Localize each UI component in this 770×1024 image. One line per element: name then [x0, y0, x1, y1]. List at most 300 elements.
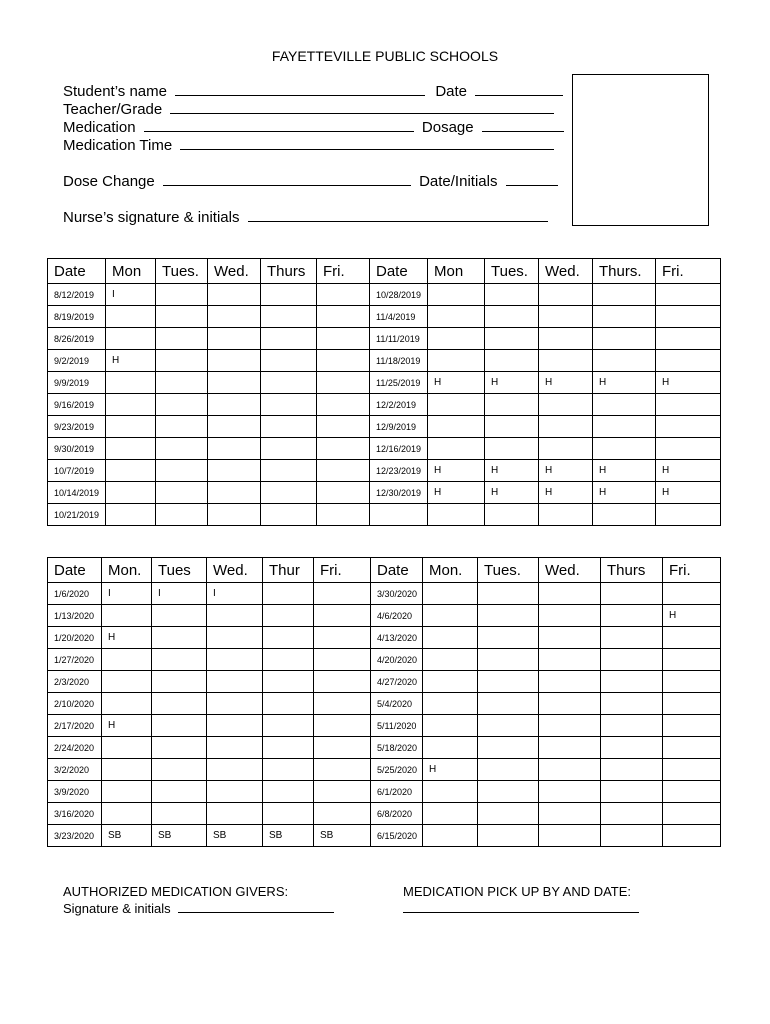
date-cell: 5/4/2020 [371, 693, 423, 715]
entry-cell[interactable] [593, 394, 656, 416]
entry-cell[interactable] [428, 328, 485, 350]
entry-cell[interactable]: H [485, 460, 539, 482]
entry-cell[interactable] [314, 649, 371, 671]
entry-cell[interactable]: H [485, 372, 539, 394]
entry-cell[interactable] [208, 350, 261, 372]
entry-cell[interactable] [208, 328, 261, 350]
entry-cell[interactable] [156, 504, 208, 526]
entry-cell[interactable] [156, 482, 208, 504]
entry-cell[interactable] [261, 416, 317, 438]
entry-cell[interactable] [601, 825, 663, 847]
entry-cell[interactable] [152, 605, 207, 627]
entry-cell[interactable] [152, 693, 207, 715]
entry-cell[interactable] [102, 803, 152, 825]
entry-cell[interactable]: SB [152, 825, 207, 847]
entry-cell[interactable] [152, 759, 207, 781]
entry-cell[interactable] [261, 460, 317, 482]
entry-cell[interactable] [539, 737, 601, 759]
entry-cell[interactable] [539, 693, 601, 715]
entry-cell[interactable] [207, 781, 263, 803]
entry-cell[interactable] [102, 759, 152, 781]
entry-cell[interactable] [539, 605, 601, 627]
entry-cell[interactable] [261, 306, 317, 328]
entry-cell[interactable] [663, 649, 721, 671]
entry-cell[interactable] [207, 715, 263, 737]
entry-cell[interactable] [207, 803, 263, 825]
entry-cell[interactable] [207, 693, 263, 715]
date-cell: 9/16/2019 [48, 394, 106, 416]
entry-cell[interactable] [663, 737, 721, 759]
entry-cell[interactable] [428, 350, 485, 372]
entry-cell[interactable] [601, 737, 663, 759]
student-name-label: Student’s name [63, 83, 167, 100]
entry-cell[interactable] [314, 627, 371, 649]
entry-cell[interactable] [207, 649, 263, 671]
entry-cell[interactable] [263, 781, 314, 803]
entry-cell[interactable] [601, 781, 663, 803]
entry-cell[interactable] [601, 649, 663, 671]
entry-cell[interactable] [152, 649, 207, 671]
entry-cell[interactable] [539, 350, 593, 372]
entry-cell[interactable] [539, 504, 593, 526]
date-cell: 10/28/2019 [370, 284, 428, 306]
date-cell: 5/25/2020 [371, 759, 423, 781]
entry-cell[interactable]: H [539, 372, 593, 394]
entry-cell[interactable] [314, 693, 371, 715]
entry-cell[interactable] [428, 504, 485, 526]
date-cell: 11/18/2019 [370, 350, 428, 372]
entry-cell[interactable] [152, 627, 207, 649]
entry-cell[interactable] [539, 627, 601, 649]
teacher-grade-field[interactable] [170, 101, 554, 114]
entry-cell[interactable] [208, 504, 261, 526]
entry-cell[interactable]: H [102, 715, 152, 737]
entry-cell[interactable]: H [656, 460, 721, 482]
entry-cell[interactable] [601, 693, 663, 715]
entry-cell[interactable] [428, 416, 485, 438]
entry-cell[interactable] [539, 715, 601, 737]
entry-cell[interactable]: H [539, 482, 593, 504]
medication-time-field[interactable] [180, 137, 554, 150]
entry-cell[interactable] [314, 583, 371, 605]
entry-cell[interactable] [263, 759, 314, 781]
entry-cell[interactable] [423, 583, 478, 605]
entry-cell[interactable] [663, 803, 721, 825]
table-row [48, 328, 721, 350]
date-cell: 12/23/2019 [370, 460, 428, 482]
column-header: Thur [263, 558, 314, 583]
entry-cell[interactable] [485, 284, 539, 306]
entry-cell[interactable] [478, 715, 539, 737]
entry-cell[interactable] [152, 781, 207, 803]
pickup-row [403, 901, 639, 916]
entry-cell[interactable] [317, 306, 370, 328]
entry-cell[interactable] [593, 284, 656, 306]
entry-cell[interactable]: H [428, 482, 485, 504]
entry-cell[interactable] [485, 416, 539, 438]
entry-cell[interactable] [314, 737, 371, 759]
date-cell: 2/17/2020 [48, 715, 102, 737]
entry-cell[interactable] [593, 438, 656, 460]
entry-cell[interactable] [263, 583, 314, 605]
column-header: Wed. [208, 259, 261, 284]
entry-cell[interactable] [261, 394, 317, 416]
entry-cell[interactable] [663, 693, 721, 715]
entry-cell[interactable] [656, 394, 721, 416]
entry-cell[interactable] [106, 372, 156, 394]
date-cell: 10/14/2019 [48, 482, 106, 504]
entry-cell[interactable] [152, 737, 207, 759]
entry-cell[interactable] [478, 781, 539, 803]
date-cell: 4/13/2020 [371, 627, 423, 649]
entry-cell[interactable] [601, 671, 663, 693]
dose-change-label: Dose Change [63, 173, 155, 190]
entry-cell[interactable]: H [593, 372, 656, 394]
entry-cell[interactable] [263, 715, 314, 737]
entry-cell[interactable] [261, 504, 317, 526]
entry-cell[interactable] [314, 759, 371, 781]
entry-cell[interactable] [102, 671, 152, 693]
entry-cell[interactable] [261, 482, 317, 504]
entry-cell[interactable] [485, 328, 539, 350]
entry-cell[interactable] [317, 394, 370, 416]
entry-cell[interactable] [156, 350, 208, 372]
student-name-field[interactable] [175, 83, 425, 96]
medication-log-table-spring [47, 557, 721, 847]
entry-cell[interactable] [423, 605, 478, 627]
column-header: Thurs [601, 558, 663, 583]
entry-cell[interactable] [423, 715, 478, 737]
entry-cell[interactable] [539, 803, 601, 825]
entry-cell[interactable] [663, 583, 721, 605]
entry-cell[interactable] [539, 671, 601, 693]
entry-cell[interactable] [106, 438, 156, 460]
entry-cell[interactable] [539, 583, 601, 605]
entry-cell[interactable] [208, 416, 261, 438]
column-header: Fri. [656, 259, 721, 284]
entry-cell[interactable] [656, 438, 721, 460]
entry-cell[interactable] [208, 306, 261, 328]
entry-cell[interactable] [102, 605, 152, 627]
entry-cell[interactable] [317, 504, 370, 526]
table-row [48, 416, 721, 438]
entry-cell[interactable] [601, 605, 663, 627]
entry-cell[interactable] [478, 759, 539, 781]
entry-cell[interactable] [423, 649, 478, 671]
entry-cell[interactable] [102, 693, 152, 715]
entry-cell[interactable] [156, 372, 208, 394]
entry-cell[interactable] [663, 627, 721, 649]
date-cell: 2/3/2020 [48, 671, 102, 693]
table-row [48, 583, 721, 605]
entry-cell[interactable] [593, 350, 656, 372]
entry-cell[interactable] [317, 284, 370, 306]
entry-cell[interactable] [423, 671, 478, 693]
date-cell: 4/6/2020 [371, 605, 423, 627]
entry-cell[interactable] [428, 394, 485, 416]
entry-cell[interactable] [263, 693, 314, 715]
column-header: Mon. [102, 558, 152, 583]
entry-cell[interactable] [317, 328, 370, 350]
entry-cell[interactable] [663, 715, 721, 737]
entry-cell[interactable] [593, 416, 656, 438]
entry-cell[interactable] [314, 671, 371, 693]
entry-cell[interactable]: SB [102, 825, 152, 847]
date-initials-field[interactable] [506, 173, 558, 186]
entry-cell[interactable] [601, 759, 663, 781]
entry-cell[interactable] [478, 693, 539, 715]
entry-cell[interactable] [478, 803, 539, 825]
entry-cell[interactable] [156, 460, 208, 482]
entry-cell[interactable] [207, 759, 263, 781]
entry-cell[interactable] [208, 438, 261, 460]
entry-cell[interactable] [656, 284, 721, 306]
entry-cell[interactable] [478, 737, 539, 759]
entry-cell[interactable]: H [485, 482, 539, 504]
medication-log-table-fall [47, 258, 721, 526]
entry-cell[interactable] [208, 372, 261, 394]
entry-cell[interactable] [314, 803, 371, 825]
entry-cell[interactable] [601, 803, 663, 825]
date-field[interactable] [475, 83, 563, 96]
date-cell: 9/23/2019 [48, 416, 106, 438]
entry-cell[interactable]: I [152, 583, 207, 605]
entry-cell[interactable] [261, 328, 317, 350]
entry-cell[interactable] [539, 328, 593, 350]
entry-cell[interactable]: SB [263, 825, 314, 847]
column-header: Mon [106, 259, 156, 284]
entry-cell[interactable] [156, 394, 208, 416]
table-row [48, 394, 721, 416]
entry-cell[interactable] [263, 627, 314, 649]
entry-cell[interactable] [261, 350, 317, 372]
entry-cell[interactable] [314, 781, 371, 803]
entry-cell[interactable]: H [593, 482, 656, 504]
entry-cell[interactable] [152, 803, 207, 825]
entry-cell[interactable] [106, 306, 156, 328]
date-cell: 5/18/2020 [371, 737, 423, 759]
entry-cell[interactable] [263, 671, 314, 693]
entry-cell[interactable] [317, 460, 370, 482]
table-row [48, 350, 721, 372]
entry-cell[interactable] [208, 460, 261, 482]
entry-cell[interactable] [423, 781, 478, 803]
entry-cell[interactable] [106, 394, 156, 416]
entry-cell[interactable] [485, 504, 539, 526]
entry-cell[interactable] [663, 759, 721, 781]
teacher-grade-label: Teacher/Grade [63, 101, 163, 118]
entry-cell[interactable] [152, 671, 207, 693]
column-header: Tues [152, 558, 207, 583]
entry-cell[interactable] [601, 627, 663, 649]
entry-cell[interactable] [106, 460, 156, 482]
nurse-signature-field[interactable] [248, 209, 548, 222]
entry-cell[interactable] [593, 504, 656, 526]
entry-cell[interactable] [208, 284, 261, 306]
entry-cell[interactable] [539, 306, 593, 328]
date-cell: 4/20/2020 [371, 649, 423, 671]
entry-cell[interactable] [263, 803, 314, 825]
entry-cell[interactable] [656, 350, 721, 372]
entry-cell[interactable] [207, 627, 263, 649]
entry-cell[interactable] [593, 328, 656, 350]
entry-cell[interactable] [106, 416, 156, 438]
entry-cell[interactable] [317, 438, 370, 460]
entry-cell[interactable] [428, 438, 485, 460]
entry-cell[interactable] [423, 737, 478, 759]
entry-cell[interactable] [263, 605, 314, 627]
entry-cell[interactable]: H [539, 460, 593, 482]
entry-cell[interactable] [156, 416, 208, 438]
entry-cell[interactable] [317, 482, 370, 504]
entry-cell[interactable] [485, 350, 539, 372]
entry-cell[interactable] [106, 482, 156, 504]
authorized-givers-label: AUTHORIZED MEDICATION GIVERS: [63, 884, 289, 899]
entry-cell[interactable]: H [106, 350, 156, 372]
column-header: Wed. [539, 558, 601, 583]
entry-cell[interactable] [207, 671, 263, 693]
entry-cell[interactable] [106, 328, 156, 350]
table-row [48, 715, 721, 737]
date-cell [370, 504, 428, 526]
entry-cell[interactable] [423, 627, 478, 649]
entry-cell[interactable] [539, 416, 593, 438]
entry-cell[interactable] [314, 605, 371, 627]
entry-cell[interactable] [485, 438, 539, 460]
entry-cell[interactable] [423, 825, 478, 847]
entry-cell[interactable] [478, 605, 539, 627]
table-row [48, 284, 721, 306]
entry-cell[interactable] [601, 715, 663, 737]
entry-cell[interactable] [485, 394, 539, 416]
entry-cell[interactable] [102, 781, 152, 803]
entry-cell[interactable] [207, 605, 263, 627]
date-cell: 1/13/2020 [48, 605, 102, 627]
entry-cell[interactable] [156, 284, 208, 306]
entry-cell[interactable]: SB [314, 825, 371, 847]
entry-cell[interactable] [485, 306, 539, 328]
entry-cell[interactable] [208, 394, 261, 416]
date-cell: 6/8/2020 [371, 803, 423, 825]
date-cell: 12/30/2019 [370, 482, 428, 504]
date-cell: 3/9/2020 [48, 781, 102, 803]
signature-field[interactable] [178, 902, 334, 913]
entry-cell[interactable] [317, 416, 370, 438]
entry-cell[interactable] [314, 715, 371, 737]
entry-cell[interactable] [593, 306, 656, 328]
column-header: Mon. [423, 558, 478, 583]
column-header: Fri. [663, 558, 721, 583]
table-row [48, 482, 721, 504]
entry-cell[interactable] [208, 482, 261, 504]
entry-cell[interactable]: H [428, 372, 485, 394]
entry-cell[interactable] [656, 416, 721, 438]
entry-cell[interactable] [478, 671, 539, 693]
entry-cell[interactable] [428, 306, 485, 328]
entry-cell[interactable]: H [428, 460, 485, 482]
date-initials-label: Date/Initials [419, 173, 498, 190]
entry-cell[interactable] [261, 438, 317, 460]
entry-cell[interactable] [656, 328, 721, 350]
entry-cell[interactable]: H [656, 482, 721, 504]
entry-cell[interactable]: I [207, 583, 263, 605]
column-header: Mon [428, 259, 485, 284]
entry-cell[interactable]: I [106, 284, 156, 306]
column-header: Date [371, 558, 423, 583]
table-row [48, 306, 721, 328]
entry-cell[interactable] [102, 649, 152, 671]
entry-cell[interactable] [156, 438, 208, 460]
entry-cell[interactable]: I [102, 583, 152, 605]
entry-cell[interactable]: SB [207, 825, 263, 847]
entry-cell[interactable] [539, 284, 593, 306]
entry-cell[interactable] [539, 438, 593, 460]
entry-cell[interactable] [663, 781, 721, 803]
entry-cell[interactable] [656, 504, 721, 526]
entry-cell[interactable] [539, 825, 601, 847]
entry-cell[interactable] [478, 583, 539, 605]
entry-cell[interactable] [656, 306, 721, 328]
entry-cell[interactable] [317, 372, 370, 394]
date-cell: 8/19/2019 [48, 306, 106, 328]
entry-cell[interactable] [423, 693, 478, 715]
entry-cell[interactable] [261, 284, 317, 306]
entry-cell[interactable]: H [663, 605, 721, 627]
entry-cell[interactable] [106, 504, 156, 526]
entry-cell[interactable]: H [593, 460, 656, 482]
entry-cell[interactable] [207, 737, 263, 759]
medication-field[interactable] [144, 119, 414, 132]
entry-cell[interactable] [663, 825, 721, 847]
entry-cell[interactable]: H [423, 759, 478, 781]
entry-cell[interactable] [478, 649, 539, 671]
entry-cell[interactable] [478, 627, 539, 649]
dosage-field[interactable] [482, 119, 564, 132]
column-header: Tues. [156, 259, 208, 284]
entry-cell[interactable] [539, 781, 601, 803]
dose-change-field[interactable] [163, 173, 411, 186]
medication-time-label: Medication Time [63, 137, 173, 154]
entry-cell[interactable] [478, 825, 539, 847]
entry-cell[interactable] [156, 306, 208, 328]
entry-cell[interactable] [539, 394, 593, 416]
entry-cell[interactable] [539, 649, 601, 671]
entry-cell[interactable] [152, 715, 207, 737]
table-row [48, 438, 721, 460]
entry-cell[interactable] [663, 671, 721, 693]
date-cell: 12/2/2019 [370, 394, 428, 416]
entry-cell[interactable] [317, 350, 370, 372]
entry-cell[interactable]: H [656, 372, 721, 394]
table-row [48, 605, 721, 627]
page-title: FAYETTEVILLE PUBLIC SCHOOLS [271, 48, 499, 64]
entry-cell[interactable] [423, 803, 478, 825]
entry-cell[interactable] [261, 372, 317, 394]
entry-cell[interactable]: H [102, 627, 152, 649]
entry-cell[interactable] [601, 583, 663, 605]
date-cell: 10/7/2019 [48, 460, 106, 482]
column-header: Date [48, 558, 102, 583]
medication-row [63, 119, 564, 136]
entry-cell[interactable] [428, 284, 485, 306]
entry-cell[interactable] [539, 759, 601, 781]
pickup-field[interactable] [403, 902, 639, 913]
entry-cell[interactable] [102, 737, 152, 759]
entry-cell[interactable] [263, 649, 314, 671]
date-cell: 6/1/2020 [371, 781, 423, 803]
entry-cell[interactable] [156, 328, 208, 350]
entry-cell[interactable] [263, 737, 314, 759]
